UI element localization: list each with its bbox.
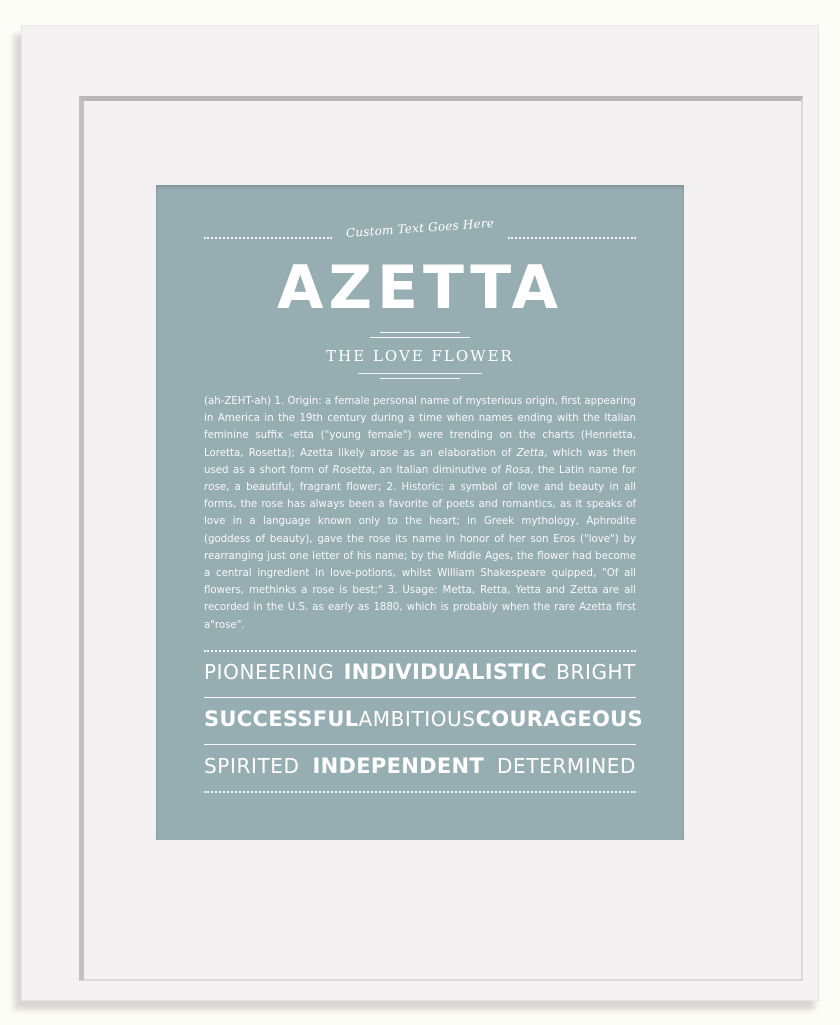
trait-word: DETERMINED (497, 754, 636, 778)
trait-word: BRIGHT (556, 660, 636, 684)
description-segment: Rosa (505, 464, 531, 476)
description-segment: , an Italian diminutive of (371, 464, 506, 476)
trait-word: COURAGEOUS (475, 707, 643, 731)
trait-word: INDIVIDUALISTIC (343, 660, 547, 684)
dotted-divider-left (204, 237, 332, 239)
trait-word: AMBITIOUS (358, 707, 476, 731)
trait-row (204, 707, 643, 737)
rule-bottom-2 (380, 378, 460, 379)
description-segment: Rosetta (332, 464, 372, 476)
trait-row (204, 754, 636, 784)
description-segment: Zetta (516, 447, 545, 459)
name-meaning: THE LOVE FLOWER (326, 347, 514, 365)
trait-word: SPIRITED (204, 754, 300, 778)
trait-word: PIONEERING (204, 660, 335, 684)
description-segment: (ah-ZEHT-ah) 1. Origin: a female personal name of mysterious origin, first appearing in America in the 19th century during a time when names ending with the Italian feminine suffix -etta ("young female") were trending on the charts (Henrietta, Loretta, Rosetta); Azetta likely arose as an elaboration of (204, 396, 636, 459)
description-segment: rose (204, 482, 226, 494)
rule-top-2 (370, 337, 470, 338)
trait-word: SUCCESSFUL (204, 707, 359, 731)
description-segment: , which was then used as a short form of (204, 447, 636, 476)
trait-row (204, 660, 636, 690)
dotted-divider-traits-top (204, 650, 636, 652)
rule-bottom-1 (358, 373, 482, 374)
rule-top-1 (380, 332, 460, 333)
dotted-divider-traits-bottom (204, 791, 636, 793)
trait-separator (204, 697, 636, 698)
dotted-divider-right (508, 237, 636, 239)
name-description (204, 393, 636, 634)
description-segment: , a beautiful, fragrant flower; 2. Historic: a symbol of love and beauty in all forms, the rose has always been a favorite of poets and romantics, as it speaks of love in a language known only to the heart; in Greek mythology, Aphrodite (goddess of beauty), gave the rose its name in honor of her son Eros ("love") by rearranging just one letter of his name; by the Middle Ages, the flower had become a central ingredient in love-potions, whilst William Shakespeare quipped, "Of all flowers, methinks a rose is best;" 3. Usage: Metta, Retta, Yetta and Zetta are all recorded in the U.S. as early as 1880, which is probably when the rare Azetta first a"rose". (204, 482, 636, 631)
description-segment: , the Latin name for (530, 464, 636, 476)
name-title: AZETTA (277, 253, 563, 323)
trait-word: INDEPENDENT (312, 754, 485, 778)
custom-text: Custom Text Goes Here (345, 215, 495, 241)
trait-separator (204, 744, 636, 745)
name-print (156, 185, 684, 840)
